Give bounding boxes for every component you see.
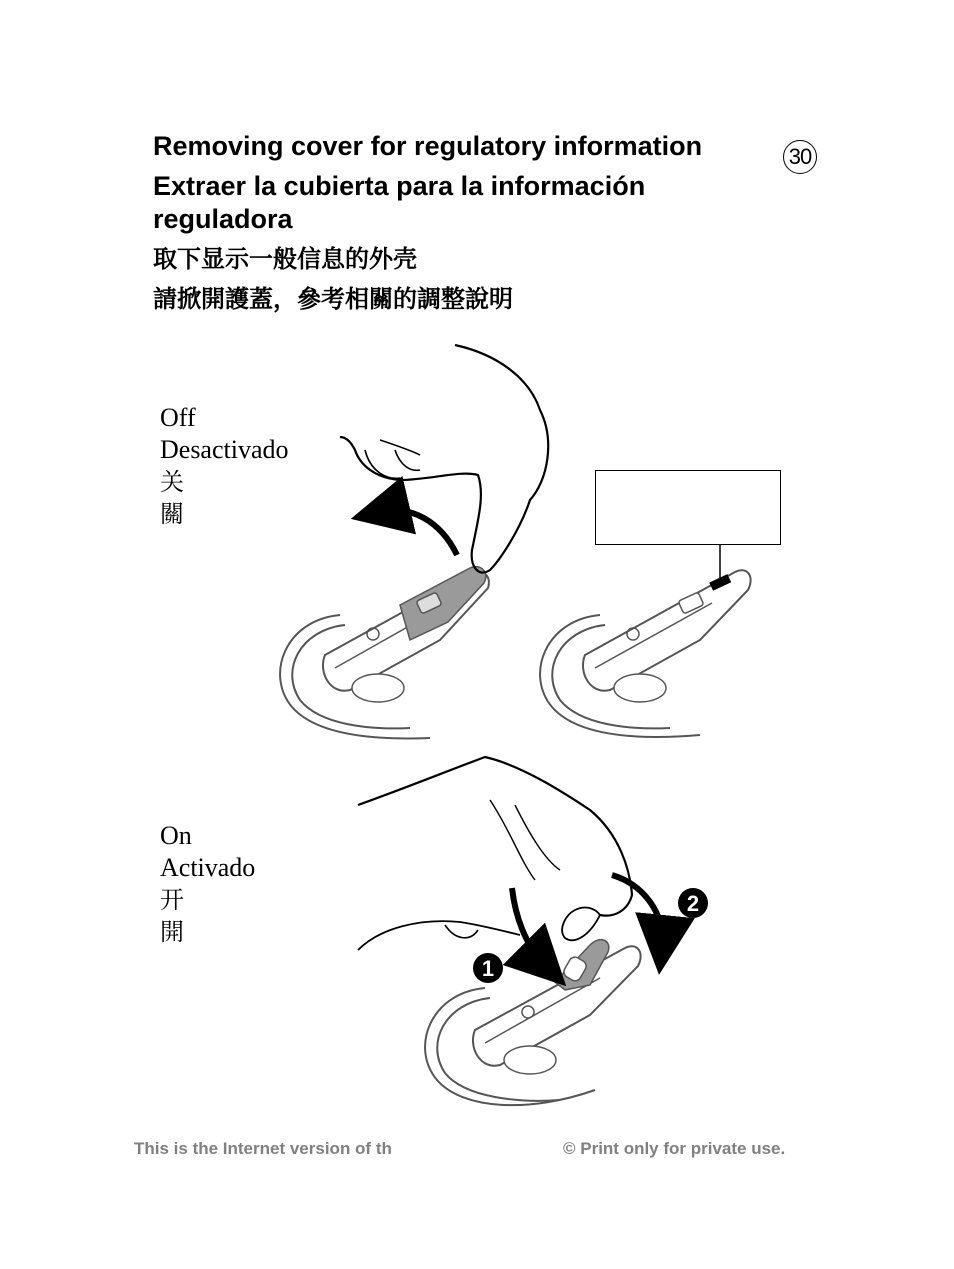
off-label-group [160, 402, 289, 530]
heading-chinese-traditional: 請掀開護蓋，參考相關的調整說明 [153, 285, 513, 313]
off-label-es: Desactivado [160, 435, 289, 464]
headset-on-replacing-cover [358, 757, 708, 1105]
page-number-badge: 30 [783, 140, 817, 174]
on-label-es: Activado [160, 853, 256, 882]
regulatory-label-callout-box [595, 470, 781, 545]
step-2-number: 2 [686, 891, 700, 916]
on-label-group [160, 820, 255, 948]
heading-english: Removing cover for regulatory information [153, 131, 703, 161]
step-1-number: 1 [481, 956, 495, 981]
on-label-zh-hans: 开 [160, 886, 184, 914]
on-label-zh-hant: 開 [160, 918, 184, 946]
off-label-zh-hans: 关 [160, 468, 184, 496]
off-label-zh-hant: 關 [160, 500, 184, 528]
heading-chinese-simplified: 取下显示一般信息的外壳 [153, 245, 417, 273]
headset-off-removing-cover [280, 345, 548, 738]
heading-spanish: Extraer la cubierta para la información reguladora [153, 171, 646, 234]
footer-internet-version-note: This is the Internet version of th [134, 1139, 392, 1158]
off-label-en: Off [160, 403, 196, 432]
footer-print-note: © Print only for private use. [563, 1139, 786, 1158]
headset-label-exposed [540, 545, 751, 737]
on-label-en: On [160, 821, 192, 850]
